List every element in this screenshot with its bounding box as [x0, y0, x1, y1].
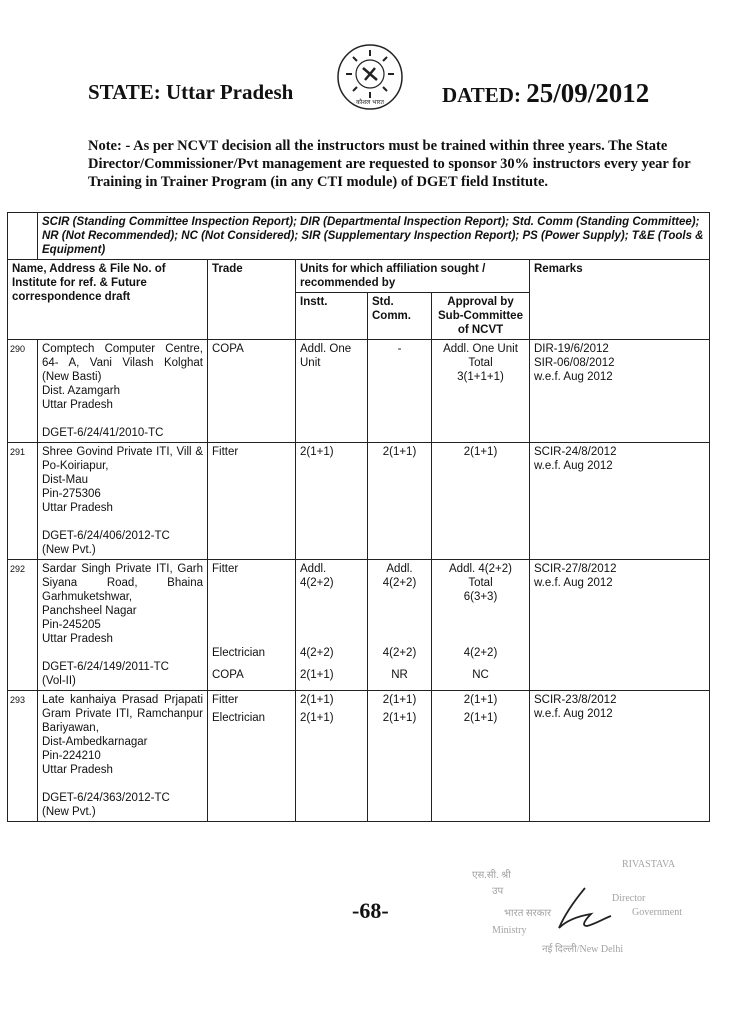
cell-line: 2(1+1) — [300, 712, 334, 724]
instt-cell — [296, 691, 368, 822]
remarks-cell — [530, 691, 710, 822]
cell-line: Sardar Singh Private ITI, Garh Siyana Road, Bhaina Garhmuketshwar, — [42, 563, 203, 603]
header-row-1 — [8, 260, 710, 293]
std-comm-cell — [368, 340, 432, 443]
trade-block — [372, 711, 427, 725]
col-header-name: Name, Address & File No. of Institute for ref. & Future correspondence draft — [8, 260, 208, 340]
cell-line: 4(2+2) — [463, 647, 498, 659]
trade-block — [436, 342, 525, 384]
cell-line: SCIR-24/8/2012 — [534, 446, 617, 458]
trade-block — [300, 342, 363, 384]
trade-block — [372, 562, 427, 604]
trade-block — [300, 646, 363, 660]
cell-line: 2(1+1) — [300, 669, 334, 681]
trade-name: COPA — [212, 343, 244, 355]
trade-name: Fitter — [212, 694, 239, 706]
trade-block — [212, 646, 291, 660]
cell-line: 2(1+1) — [382, 694, 417, 706]
cell-line: (Vol-II) — [42, 675, 76, 687]
trade-block — [300, 693, 363, 707]
serial-number: 290 — [8, 340, 38, 443]
official-stamp: एस.सी. श्री RIVASTAVA उप Director भारत सरकार Government Ministry नई दिल्ली/New Delhi — [472, 859, 682, 955]
cell-line: 2(1+1) — [463, 446, 498, 458]
trade-block — [212, 445, 291, 459]
trade-block — [212, 562, 291, 604]
cell-line — [42, 412, 203, 426]
approval-cell — [432, 560, 530, 691]
emblem-logo-icon — [335, 42, 405, 112]
remarks-cell — [530, 560, 710, 691]
std-comm-cell — [368, 443, 432, 560]
table-row — [8, 443, 710, 560]
cell-line: Addl. — [300, 563, 327, 575]
cell-line: DIR-19/6/2012 — [534, 343, 609, 355]
serial-number: 291 — [8, 443, 38, 560]
cell-line: Panchsheel Nagar — [42, 605, 137, 617]
cell-line: 4(2+2) — [382, 577, 417, 589]
trade-block — [436, 693, 525, 707]
instt-cell — [296, 340, 368, 443]
col-header-std-comm: Std. Comm. — [368, 293, 432, 340]
institute-details — [38, 340, 208, 443]
std-comm-cell — [368, 691, 432, 822]
note-paragraph: Note: - As per NCVT decision all the instructors must be trained within three years. The State Director/Commissioner/Pvt management are requested to sponsor 30% instructors every year for Training in Trainer Program (in any CTI module) of DGET field Institute. — [88, 138, 691, 190]
cell-line: Uttar Pradesh — [42, 633, 113, 645]
cell-line: Dist-Mau — [42, 474, 89, 486]
cell-line: w.e.f. Aug 2012 — [534, 460, 613, 472]
table-row — [8, 340, 710, 443]
trade-block — [436, 562, 525, 604]
trade-name: Fitter — [212, 563, 239, 575]
cell-line: 4(2+2) — [300, 577, 334, 589]
cell-line: Total — [468, 577, 493, 589]
legend-row — [8, 213, 710, 260]
cell-line: Addl. One Unit — [443, 343, 518, 355]
remarks-cell — [530, 340, 710, 443]
institute-details — [38, 443, 208, 560]
cell-line: Uttar Pradesh — [42, 764, 113, 776]
trade-block — [212, 668, 291, 682]
cell-line: DGET-6/24/406/2012-TC — [42, 530, 170, 542]
dated — [442, 78, 649, 109]
cell-line: Addl. 4(2+2) — [449, 563, 512, 575]
trade-block — [212, 693, 291, 707]
trade-block — [300, 668, 363, 682]
trade-cell — [208, 691, 296, 822]
approval-cell — [432, 691, 530, 822]
legend-text: SCIR (Standing Committee Inspection Report); DIR (Departmental Inspection Report); Std. Comm (Standing Committee); NR (Not Recommended); NC (Not Considered); SIR (Supplementary Inspection Report); PS (Power Supply); T&E (Tools & Equipment) — [38, 213, 710, 260]
trade-block — [436, 445, 525, 459]
remarks-cell — [530, 443, 710, 560]
cell-line: Late kanhaiya Prasad Prjapati Gram Private ITI, Ramchanpur Bariyawan, — [42, 694, 203, 734]
institute-details — [38, 691, 208, 822]
col-header-trade: Trade — [208, 260, 296, 340]
cell-line: Uttar Pradesh — [42, 399, 113, 411]
trade-cell — [208, 443, 296, 560]
trade-block — [300, 562, 363, 604]
cell-line: w.e.f. Aug 2012 — [534, 577, 613, 589]
cell-line: 4(2+2) — [382, 647, 417, 659]
col-header-remarks: Remarks — [530, 260, 710, 340]
cell-line: Dist-Ambedkarnagar — [42, 736, 148, 748]
cell-line: SCIR-27/8/2012 — [534, 563, 617, 575]
trade-block — [212, 342, 291, 384]
page-number: -68- — [352, 898, 389, 923]
cell-line: Pin-245205 — [42, 619, 101, 631]
cell-line: DGET-6/24/363/2012-TC — [42, 792, 170, 804]
cell-line: - — [397, 343, 402, 355]
dated-value: 25/09/2012 — [526, 78, 650, 108]
trade-cell — [208, 340, 296, 443]
approval-cell — [432, 340, 530, 443]
cell-line: Shree Govind Private ITI, Vill & Po-Koiriapur, — [42, 446, 203, 472]
cell-line: 2(1+1) — [300, 694, 334, 706]
serial-number: 293 — [8, 691, 38, 822]
cell-line: w.e.f. Aug 2012 — [534, 708, 613, 720]
cell-line: (New Pvt.) — [42, 806, 96, 818]
cell-line: Addl. — [386, 563, 413, 575]
cell-line: Comptech Computer Centre, 64- A, Vani Vilash Kolghat (New Basti) — [42, 343, 203, 383]
cell-line: NR — [391, 669, 408, 681]
trade-block — [372, 668, 427, 682]
cell-line: DGET-6/24/149/2011-TC — [42, 661, 169, 673]
affiliation-table — [7, 212, 710, 822]
trade-block — [212, 711, 291, 725]
cell-line: SCIR-23/8/2012 — [534, 694, 617, 706]
trade-block — [372, 342, 427, 384]
state-title: STATE: Uttar Pradesh — [88, 80, 294, 104]
cell-line: 2(1+1) — [382, 712, 417, 724]
table-row — [8, 691, 710, 822]
cell-line: Dist. Azamgarh — [42, 385, 120, 397]
svg-text:कौशल भारत: कौशल भारत — [356, 99, 384, 106]
cell-line: 2(1+1) — [300, 446, 334, 458]
col-header-approval: Approval by Sub-Committee of NCVT — [432, 293, 530, 340]
instt-cell — [296, 443, 368, 560]
cell-line: 2(1+1) — [382, 446, 417, 458]
col-header-units: Units for which affiliation sought / recommended by — [296, 260, 530, 293]
cell-line: Addl. One — [300, 343, 352, 355]
cell-line: (New Pvt.) — [42, 544, 96, 556]
trade-block — [436, 668, 525, 682]
signature-icon — [545, 880, 615, 940]
cell-line: 3(1+1+1) — [457, 371, 504, 383]
table-row — [8, 560, 710, 691]
trade-block — [300, 711, 363, 725]
cell-line — [42, 777, 203, 791]
trade-name: Electrician — [212, 712, 266, 724]
trade-name: Electrician — [212, 647, 266, 659]
cell-line: Total — [468, 357, 493, 369]
col-header-instt: Instt. — [296, 293, 368, 340]
trade-block — [436, 646, 525, 660]
trade-block — [372, 445, 427, 459]
cell-line: Pin-275306 — [42, 488, 101, 500]
trade-name: COPA — [212, 669, 244, 681]
trade-block — [436, 711, 525, 725]
dated-label: DATED: — [442, 83, 521, 107]
serial-number: 292 — [8, 560, 38, 691]
cell-line: w.e.f. Aug 2012 — [534, 371, 613, 383]
trade-cell — [208, 560, 296, 691]
cell-line: 2(1+1) — [463, 712, 498, 724]
cell-line: 6(3+3) — [463, 591, 498, 603]
trade-name: Fitter — [212, 446, 239, 458]
cell-line: Uttar Pradesh — [42, 502, 113, 514]
instt-cell — [296, 560, 368, 691]
cell-line: DGET-6/24/41/2010-TC — [42, 427, 164, 439]
cell-line — [42, 646, 203, 660]
std-comm-cell — [368, 560, 432, 691]
cell-line: Pin-224210 — [42, 750, 101, 762]
cell-line: NC — [472, 669, 489, 681]
cell-line: SIR-06/08/2012 — [534, 357, 615, 369]
trade-block — [372, 646, 427, 660]
trade-block — [300, 445, 363, 459]
institute-details — [38, 560, 208, 691]
approval-cell — [432, 443, 530, 560]
trade-block — [372, 693, 427, 707]
cell-line: 2(1+1) — [463, 694, 498, 706]
cell-line: 4(2+2) — [300, 647, 334, 659]
cell-line — [42, 515, 203, 529]
cell-line: Unit — [300, 357, 321, 369]
